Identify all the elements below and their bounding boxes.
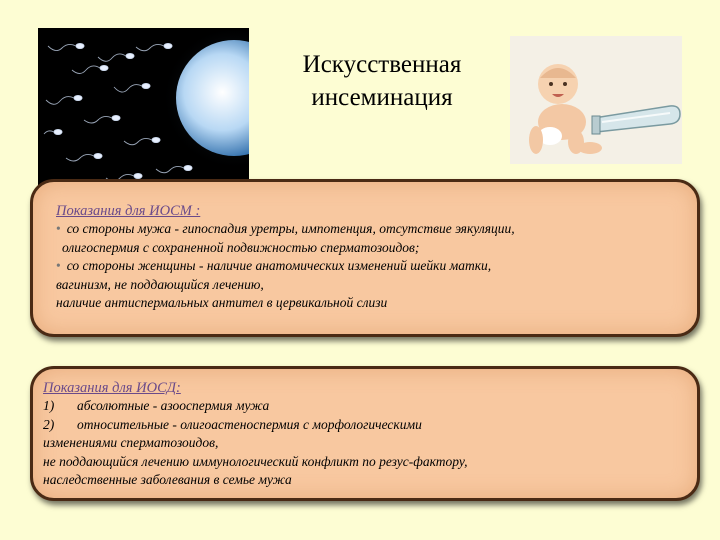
iosm-female-text-1: со стороны женщины - наличие анатомических изменений шейки матки, — [66, 258, 492, 273]
iosd-line-4: не поддающийся лечению иммунологический конфликт по резус-фактору, — [43, 453, 468, 469]
iosd-line-5: наследственные заболевания в семье мужа — [43, 472, 292, 487]
iosm-male-line-2: олигоспермия с сохраненной подвижностью сперматозоидов; — [62, 239, 420, 255]
iosm-female-line-3: наличие антиспермальных антител в цервикальной слизи — [56, 295, 388, 310]
iosd-item-2-text: относительные - олигоастеноспермия с морфологическими — [77, 416, 422, 432]
baby-test-tube-photo — [510, 36, 682, 164]
iosd-heading: Показания для ИОСД: — [43, 380, 181, 396]
iosm-female-line-1 — [56, 257, 683, 276]
sperm-egg-photo — [38, 28, 249, 188]
iosd-item-1 — [43, 397, 683, 416]
baby-test-tube-illustration — [510, 36, 682, 164]
iosm-indications-panel — [30, 179, 700, 337]
iosd-item-1-number: 1) — [43, 398, 55, 413]
title-line-2: инсеминация — [311, 84, 453, 111]
iosd-item-1-text: абсолютные - азооспермия мужа — [77, 398, 270, 413]
sperm-egg-illustration — [38, 28, 249, 188]
bullet-icon: • — [56, 221, 61, 236]
iosm-female-line-2: вагинизм, не поддающийся лечению, — [56, 276, 264, 292]
iosd-indications-panel — [30, 366, 700, 501]
page-title — [262, 48, 502, 114]
iosd-item-2-number: 2) — [43, 416, 55, 432]
bullet-icon: • — [56, 258, 61, 273]
iosd-line-3: изменениями сперматозоидов, — [43, 435, 219, 450]
iosd-item-2 — [43, 416, 683, 435]
iosm-heading: Показания для ИОСМ : — [56, 203, 201, 219]
title-line-1: Искусственная — [302, 51, 462, 78]
iosm-male-line-1 — [56, 220, 683, 239]
iosm-male-text-1: со стороны мужа - гипоспадия уретры, импотенция, отсутствие эякуляции, — [66, 221, 515, 236]
